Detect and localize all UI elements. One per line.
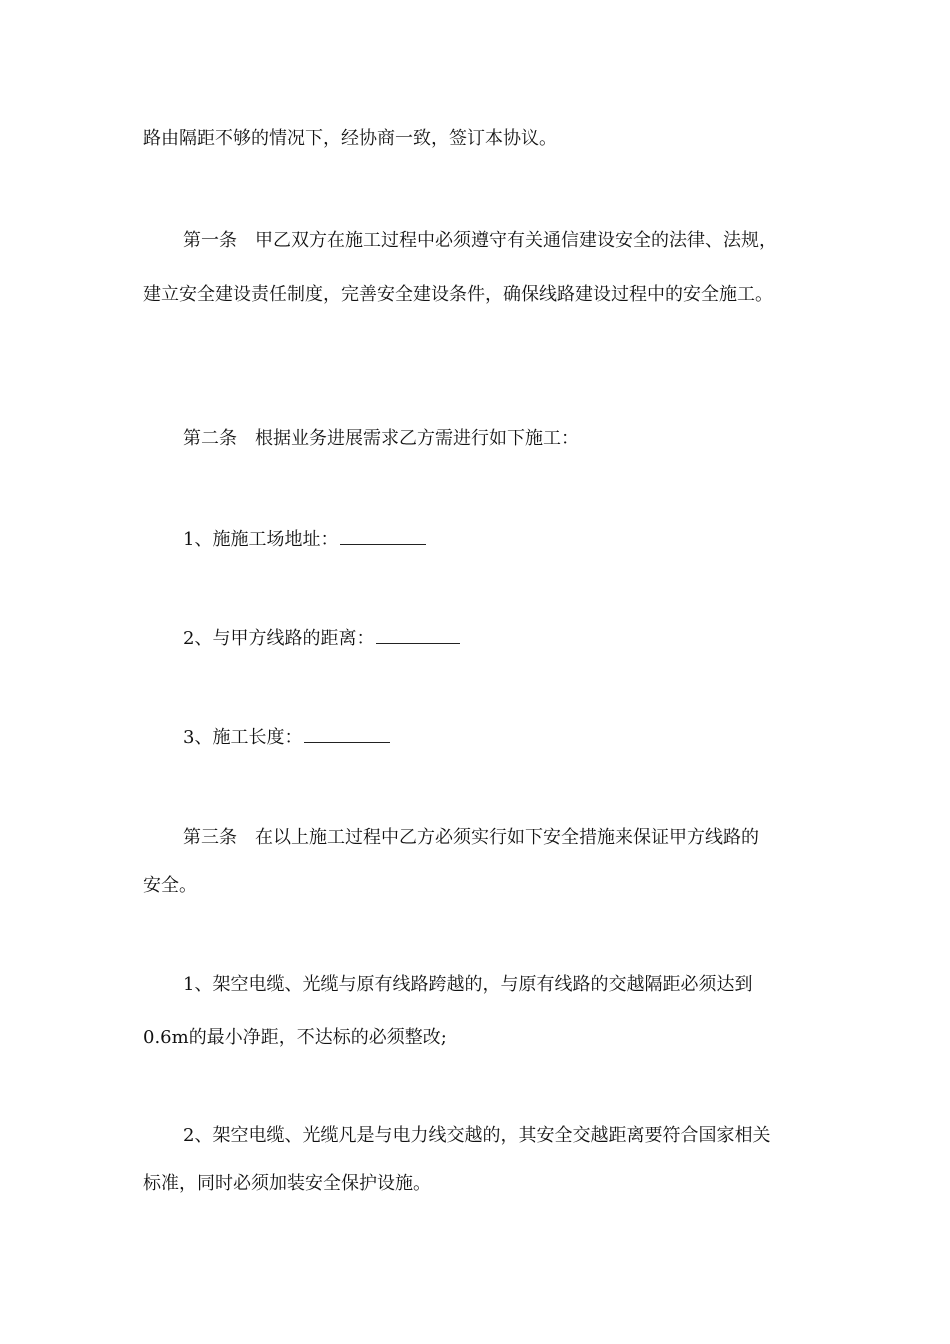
line-distance-blank — [376, 627, 460, 644]
intro-line: 路由隔距不够的情况下，经协商一致，签订本协议。 — [143, 128, 557, 149]
article-3-item-1-line-2: 0.6m的最小净距，不达标的必须整改; — [143, 1027, 447, 1048]
construction-length-label: 3、施工长度： — [183, 727, 303, 748]
article-1-line-1: 第一条 甲乙双方在施工过程中必须遵守有关通信建设安全的法律、法规， — [183, 230, 777, 251]
construction-length-blank — [304, 726, 390, 743]
site-address-label: 1、施施工场地址： — [183, 529, 339, 550]
article-2-item-3 — [183, 726, 863, 750]
article-3-line-2: 安全。 — [143, 875, 197, 896]
article-1-line-2: 建立安全建设责任制度，完善安全建设条件，确保线路建设过程中的安全施工。 — [143, 284, 773, 305]
line-distance-label: 2、与甲方线路的距离： — [183, 628, 375, 649]
article-3-item-2-line-1: 2、架空电缆、光缆凡是与电力线交越的，其安全交越距离要符合国家相关 — [183, 1125, 771, 1146]
article-2-item-2 — [183, 627, 863, 651]
article-3-item-1-line-1: 1、架空电缆、光缆与原有线路跨越的，与原有线路的交越隔距必须达到 — [183, 974, 753, 995]
article-2-heading: 第二条 根据业务进展需求乙方需进行如下施工： — [183, 428, 579, 449]
site-address-blank — [340, 528, 426, 545]
article-3-line-1: 第三条 在以上施工过程中乙方必须实行如下安全措施来保证甲方线路的 — [183, 827, 759, 848]
article-2-item-1 — [183, 528, 863, 552]
article-3-item-2-line-2: 标准，同时必须加装安全保护设施。 — [143, 1173, 431, 1194]
